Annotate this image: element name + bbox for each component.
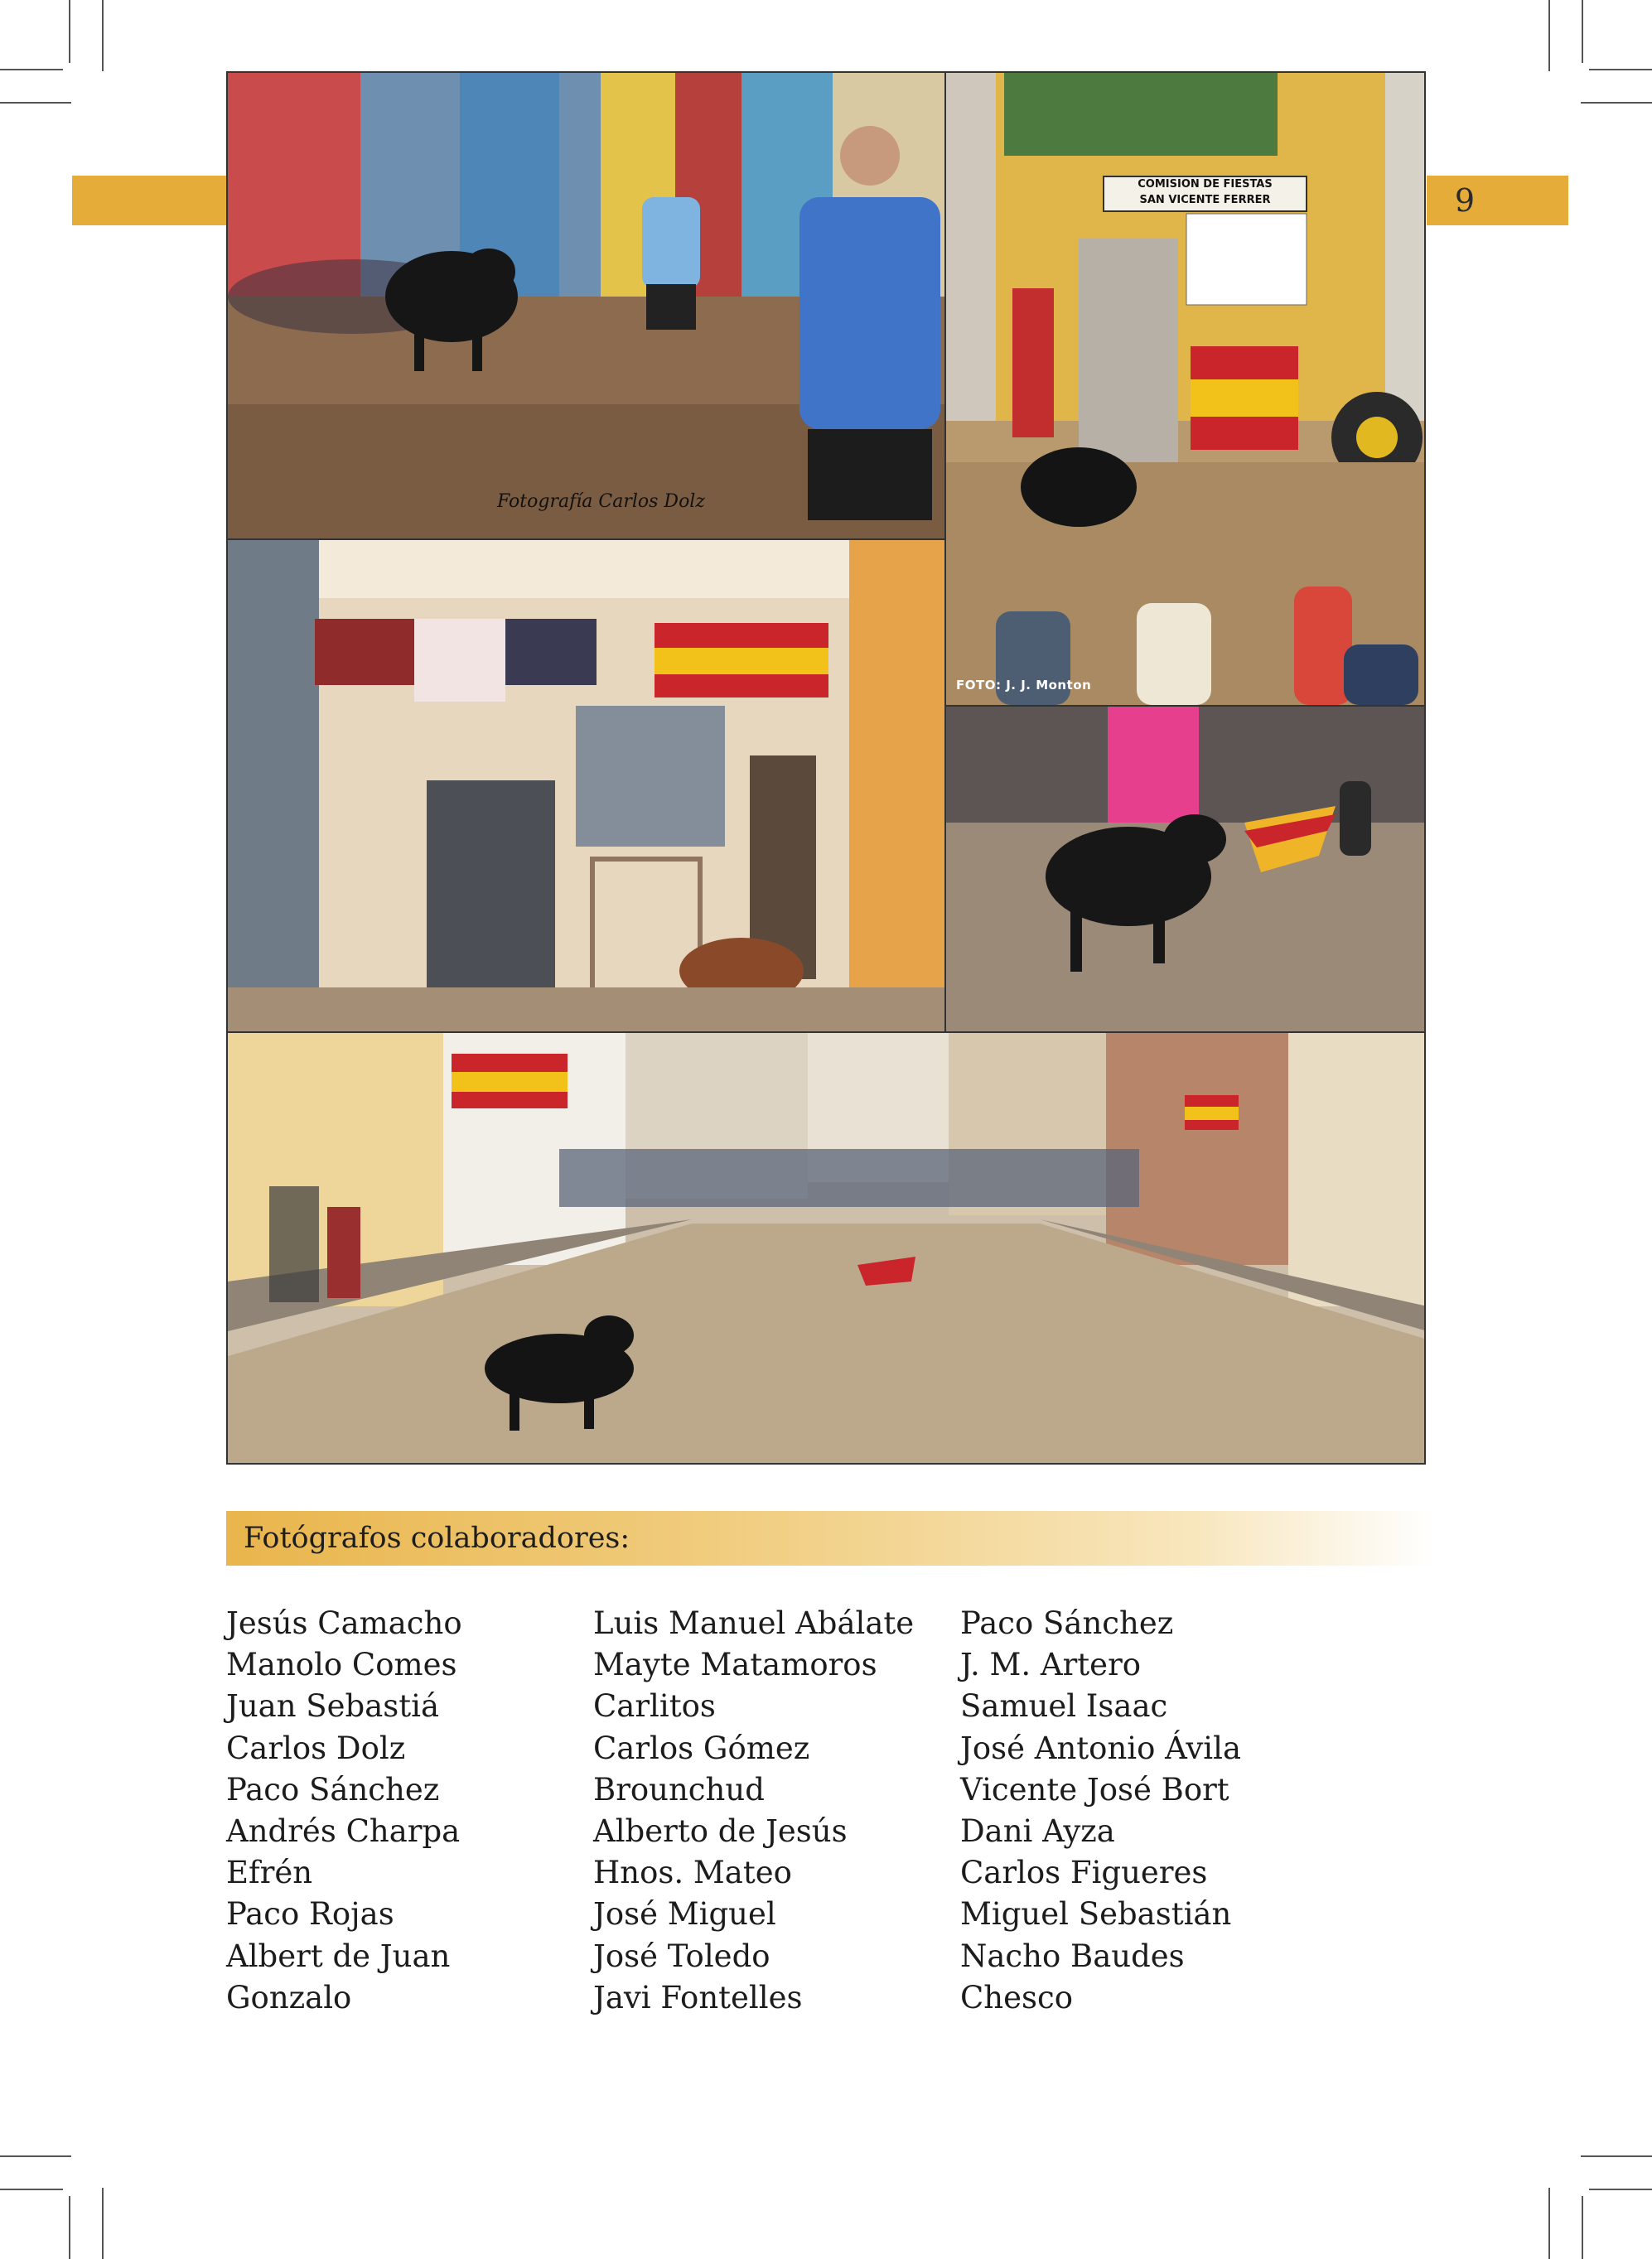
photo-comision-fiestas — [946, 73, 1426, 705]
header-band-left — [72, 176, 229, 225]
collaborator-name: Nacho Baudes — [960, 1938, 1185, 1974]
crop-mark — [0, 69, 63, 70]
collaborator-name: Paco Sánchez — [226, 1771, 440, 1808]
collaborator-name: Paco Rojas — [226, 1896, 394, 1933]
collaborator-name: Hnos. Mateo — [593, 1855, 792, 1891]
crop-mark — [1582, 2196, 1583, 2259]
collaborator-name: Alberto de Jesús — [593, 1813, 848, 1850]
photo-bull-with-flag — [946, 707, 1426, 1031]
crop-mark — [1548, 0, 1550, 71]
collaborator-name: Vicente José Bort — [960, 1771, 1229, 1808]
collaborator-name: J. M. Artero — [960, 1647, 1142, 1683]
signboard-line: SAN VICENTE FERRER — [1139, 194, 1271, 206]
collaborators-heading: Fotógrafos colaboradores: — [244, 1522, 630, 1555]
collaborator-name: Dani Ayza — [960, 1813, 1115, 1850]
collaborator-name: Javi Fontelles — [593, 1979, 803, 2015]
collaborator-name: Luis Manuel Abálate — [593, 1605, 915, 1641]
photo-bull-street-runners — [228, 73, 944, 538]
collaborator-name: Chesco — [960, 1979, 1074, 2015]
crop-mark — [0, 2189, 63, 2190]
collaborator-name: Paco Sánchez — [960, 1605, 1174, 1641]
crop-mark — [1589, 2189, 1652, 2190]
collaborator-name: Gonzalo — [226, 1979, 352, 2015]
photo-street-crowd-bull — [228, 1033, 1426, 1465]
collaborator-name: Brounchud — [593, 1771, 765, 1808]
collaborator-name: José Toledo — [593, 1938, 770, 1974]
collaborator-name: Albert de Juan — [226, 1938, 451, 1974]
crop-mark — [102, 2188, 104, 2259]
crop-mark — [1581, 2155, 1652, 2157]
collaborator-name: Carlos Gómez — [593, 1730, 810, 1766]
collaborator-name: José Miguel — [593, 1896, 776, 1933]
names-column-1 — [226, 1603, 462, 2019]
crop-mark — [0, 2155, 71, 2157]
collaborator-name: Efrén — [226, 1855, 313, 1891]
collaborator-name: Samuel Isaac — [960, 1688, 1168, 1725]
collaborators-heading-bar — [226, 1511, 1436, 1566]
collaborator-name: Carlos Dolz — [226, 1730, 406, 1766]
collaborator-name: Miguel Sebastián — [960, 1896, 1232, 1933]
collaborator-name: Manolo Comes — [226, 1647, 457, 1683]
crop-mark — [1548, 2188, 1550, 2259]
photo-credit: FOTO: J. J. Monton — [956, 678, 1092, 693]
crop-mark — [0, 102, 71, 104]
collaborator-name: Carlitos — [593, 1688, 716, 1725]
signboard — [1104, 176, 1307, 211]
photo-credit: Fotografía Carlos Dolz — [497, 491, 705, 512]
photo-collage — [226, 71, 1426, 1465]
names-column-2 — [593, 1603, 914, 2019]
collaborator-name: Carlos Figueres — [960, 1855, 1208, 1891]
crop-mark — [1582, 0, 1583, 63]
collaborator-name: Jesús Camacho — [226, 1605, 462, 1641]
collaborator-name: Mayte Matamoros — [593, 1647, 877, 1683]
collaborator-name: Andrés Charpa — [226, 1813, 461, 1850]
photo-balconies-climbers — [228, 540, 944, 1031]
crop-mark — [1589, 69, 1652, 70]
collaborator-name: Juan Sebastiá — [226, 1688, 440, 1725]
page-number: 9 — [1454, 182, 1476, 219]
names-column-3 — [960, 1603, 1241, 2019]
crop-mark — [69, 0, 70, 63]
signboard-line: COMISION DE FIESTAS — [1138, 178, 1273, 191]
crop-mark — [1581, 102, 1652, 104]
crop-mark — [102, 0, 104, 71]
collaborator-name: José Antonio Ávila — [960, 1730, 1241, 1766]
crop-mark — [69, 2196, 70, 2259]
